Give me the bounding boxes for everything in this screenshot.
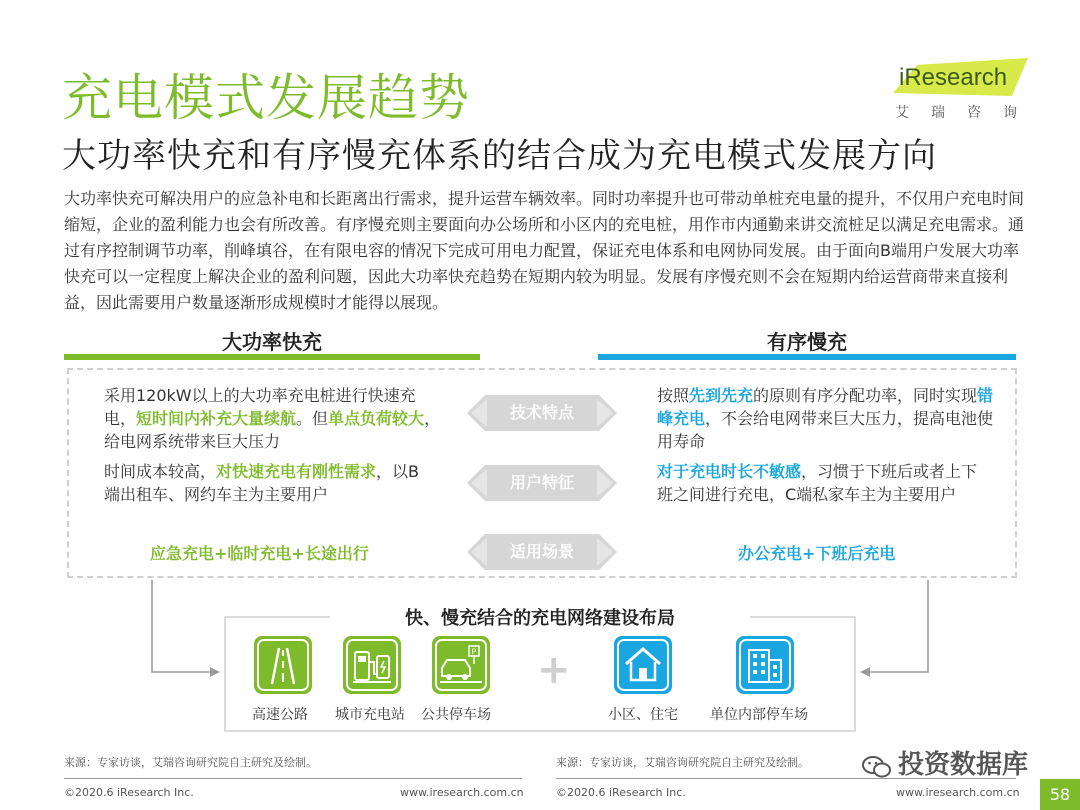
footer-line-left [64,778,522,779]
page-number: 58 [1040,779,1080,810]
right-scene-text: 办公充电+下班后充电 [738,544,896,563]
logo-chinese: 艾瑞咨询 [895,105,1039,121]
intro-paragraph: 大功率快充可解决用户的应急补电和长距离出行需求，提升运营车辆效率。同时功率提升也可带动单桩充电量的提升，不仅用户充电时间缩短，企业的盈利能力也会有所改善。有序慢充则主要面向办公场所和小区内的充电桩，用作市内通勤来讲交流桩足以满足充电需求。通过有序控制调节功率，削峰填谷，在有限电容的情况下完成可用电力配置，保证充电体系和电网协同发展。由于面向B端用户发展大功率快充可以一定程度上解决企业的盈利问题，因此大功率快充趋势在短期内较为明显。发展有序慢充则不会在短期内给运营商带来直接利益，因此需要用户数量逐渐形成规模时才能得以展现。 [64,189,1025,312]
left-scene-text: 应急充电+临时充电+长途出行 [150,544,369,563]
watermark-text: 投资数据库 [898,750,1029,780]
right-tech-text: 按照先到先充的原则有序分配功率，同时实现错峰充电，不会给电网带来巨大压力，提高电池使用寿命 [657,386,994,451]
network-title: 快、慢充结合的充电网络建设布局 [330,604,750,630]
page-subtitle: 大功率快充和有序慢充体系的结合成为充电模式发展方向 [62,136,937,176]
right-heading: 有序慢充 [767,330,847,354]
network-label-residence: 小区、住宅 [608,707,678,723]
copyright-left: ©2020.6 iResearch Inc. [64,786,194,799]
site-right: www.iresearch.com.cn [896,786,1020,799]
left-heading: 大功率快充 [222,330,322,354]
office-building-icon [736,636,794,694]
site-left: www.iresearch.com.cn [400,786,524,799]
left-user-text: 时间成本较高，对快速充电有刚性需求，以B端出租车、网约车主为主要用户 [104,462,420,504]
left-tech-text: 采用120kW以上的大功率充电桩进行快速充电，短时间内补充大量续航。但单点负荷较大，给电网系统带来巨大压力 [104,386,441,451]
plus-sign: + [537,647,571,693]
source-note-left: 来源：专家访谈，艾瑞咨询研究院自主研究及绘制。 [64,756,317,769]
charging-station-icon [343,636,401,694]
network-label-office-parking: 单位内部停车场 [710,707,808,723]
watermark [862,744,1028,781]
page-title: 充电模式发展趋势 [62,69,470,127]
tech-label: 技术特点 [509,403,574,422]
network-label-charging-station: 城市充电站 [335,707,405,723]
highway-icon [254,636,312,694]
right-user-text: 对于充电时长不敏感，习惯于下班后或者上下班之间进行充电，C端私家车主为主要用户 [657,462,978,504]
network-label-highway: 高速公路 [252,707,308,723]
user-label: 用户特征 [509,473,574,492]
house-icon [614,636,672,694]
scene-label: 适用场景 [509,542,574,561]
source-note-right: 来源：专家访谈，艾瑞咨询研究院自主研究及绘制。 [556,756,809,769]
parking-car-icon [432,636,490,694]
network-label-parking: 公共停车场 [421,707,491,723]
wechat-icon [862,755,892,777]
copyright-right: ©2020.6 iResearch Inc. [556,786,686,799]
logo-text: iResearch [899,64,1008,91]
svg-text:P: P [471,647,477,657]
